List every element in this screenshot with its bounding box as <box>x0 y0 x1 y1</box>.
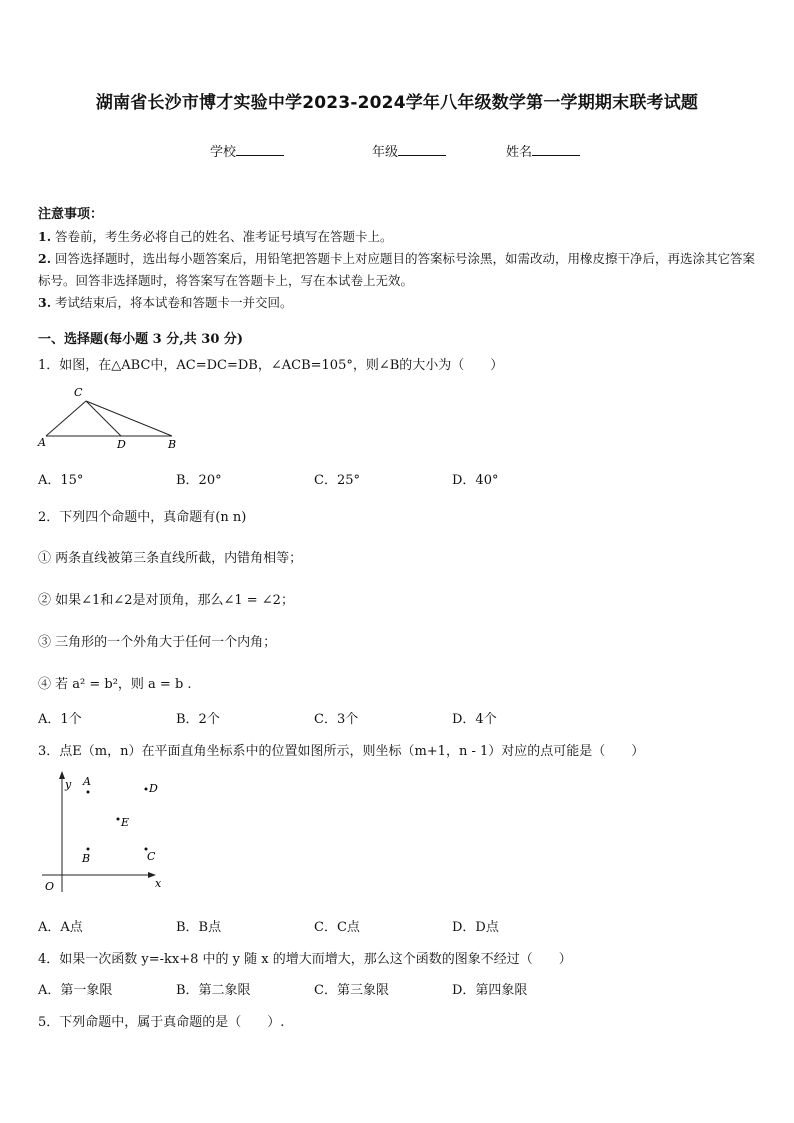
label-d: D <box>117 438 126 451</box>
q2-statement: ④ 若 a² = b²，则 a = b . <box>38 677 192 692</box>
label-y: y <box>65 778 72 791</box>
notes-item-text: 答卷前，考生务必将自己的姓名、准考证号填写在答题卡上。 <box>55 229 393 244</box>
q2-statement: ② 如果∠1和∠2是对顶角，那么∠1 = ∠2； <box>38 593 294 608</box>
page-title: 湖南省长沙市博才实验中学2023-2024学年八年级数学第一学期期末联考试题 <box>95 93 699 113</box>
q4-option-a[interactable]: A．第一象限 <box>38 983 113 998</box>
edge-cd <box>86 401 121 436</box>
name-label: 姓名 <box>506 145 533 160</box>
grade-label: 年级 <box>372 145 399 160</box>
q4-option-c[interactable]: C．第三象限 <box>314 983 389 998</box>
school-field[interactable] <box>210 141 284 160</box>
notes-item <box>38 226 760 248</box>
question-2-text: 2．下列四个命题中，真命题有(n n) <box>38 510 247 525</box>
q4-option-b[interactable]: B．第二象限 <box>176 983 251 998</box>
edge-cb <box>86 401 172 436</box>
notes-item-text: 考试结束后，将本试卷和答题卡一并交回。 <box>55 295 293 310</box>
question-5-text: 5．下列命题中，属于真命题的是（ ）. <box>38 1015 285 1030</box>
q1-option-a[interactable]: A．15° <box>38 473 84 488</box>
question-1-text: 1．如图，在△ABC中，AC=DC=DB，∠ACB=105°，则∠B的大小为（ ） <box>38 358 504 373</box>
grade-blank <box>398 143 446 156</box>
school-label: 学校 <box>210 145 237 160</box>
label-c: C <box>147 850 156 863</box>
school-blank <box>236 143 284 156</box>
q3-option-c[interactable]: C．C点 <box>314 920 360 935</box>
q2-option-b[interactable]: B．2个 <box>176 712 220 727</box>
notes-item-num: 3. <box>38 295 52 310</box>
label-b: B <box>82 852 91 865</box>
q1-option-d[interactable]: D．40° <box>452 473 499 488</box>
notes-heading: 注意事项： <box>38 207 104 222</box>
edge-ac <box>46 401 86 436</box>
name-blank <box>532 143 580 156</box>
q1-triangle-figure <box>34 380 194 455</box>
label-b: B <box>168 438 177 451</box>
q2-option-c[interactable]: C．3个 <box>314 712 359 727</box>
label-o: O <box>45 880 55 893</box>
label-d: D <box>149 782 158 795</box>
point-e <box>117 818 120 821</box>
grade-field[interactable] <box>372 141 446 160</box>
label-c: C <box>74 386 83 399</box>
name-field[interactable] <box>506 141 580 160</box>
point-a <box>87 791 90 794</box>
q1-option-c[interactable]: C．25° <box>314 473 360 488</box>
notes-list <box>38 226 760 314</box>
q3-coordinate-figure <box>34 768 174 898</box>
label-a: A <box>83 775 91 788</box>
label-a: A <box>38 436 46 449</box>
notes-item <box>38 248 760 292</box>
notes-item-num: 2. <box>38 251 52 266</box>
point-d <box>145 788 148 791</box>
q2-statement: ③ 三角形的一个外角大于任何一个内角； <box>38 635 277 650</box>
label-e: E <box>121 816 130 829</box>
q3-option-d[interactable]: D．D点 <box>452 920 499 935</box>
q3-option-a[interactable]: A．A点 <box>38 920 83 935</box>
notes-item <box>38 292 760 314</box>
point-b <box>87 848 90 851</box>
q3-option-b[interactable]: B．B点 <box>176 920 222 935</box>
notes-item-text: 回答选择题时，选出每小题答案后，用铅笔把答题卡上对应题目的答案标号涂黑，如需改动，用橡皮擦干净后，再选涂其它答案标号。回答非选择题时，将答案写在答题卡上，写在本试卷上无效。 <box>38 251 756 288</box>
section-heading: 一、选择题(每小题 3 分,共 30 分) <box>38 332 244 347</box>
question-3-text: 3．点E（m，n）在平面直角坐标系中的位置如图所示，则坐标（m+1，n - 1）对应的点可能是（ ） <box>38 744 645 759</box>
q2-statement: ① 两条直线被第三条直线所截，内错角相等； <box>38 551 303 566</box>
q2-option-a[interactable]: A．1个 <box>38 712 82 727</box>
q1-option-b[interactable]: B．20° <box>176 473 222 488</box>
question-4-text: 4．如果一次函数 y=-kx+8 中的 y 随 x 的增大而增大，那么这个函数的图象不经过（ ） <box>38 952 572 967</box>
q4-option-d[interactable]: D．第四象限 <box>452 983 528 998</box>
q2-option-d[interactable]: D．4个 <box>452 712 497 727</box>
notes-item-num: 1. <box>38 229 52 244</box>
label-x: x <box>155 877 162 890</box>
